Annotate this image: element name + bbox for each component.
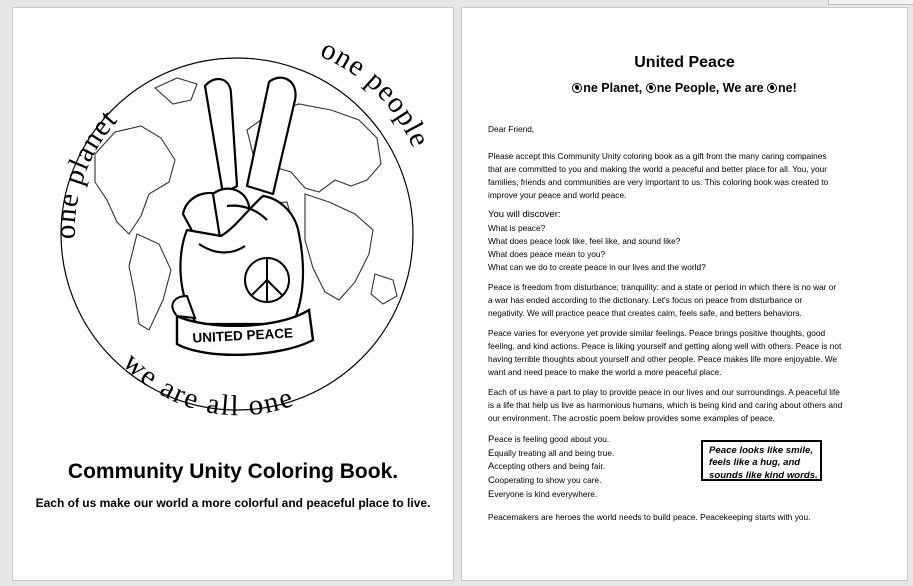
acrostic-line: Cooperating to show you care. <box>488 475 602 487</box>
svg-text:UNITED PEACE: UNITED PEACE <box>192 325 294 346</box>
peace-symbol <box>245 258 289 302</box>
greeting: Dear Friend, <box>488 124 535 134</box>
globe-icon <box>646 83 656 93</box>
window-edge <box>828 0 913 5</box>
acrostic-line: Everyone is kind everywhere. <box>488 489 598 501</box>
list-item: What does peace mean to you? <box>488 248 606 259</box>
closing-line: Peacemakers are heroes the world needs to build peace. Peacekeeping starts with you. <box>488 512 811 523</box>
discover-heading: You will discover: <box>488 209 561 221</box>
acrostic-line: Equally treating all and being true. <box>488 447 615 459</box>
list-item: What can we do to create peace in our lives and the world? <box>488 261 706 272</box>
letter-body: Dear Friend, Please accept this Community Unity coloring book as a gift from the many caring compaines that are committed to you and making the world a peaceful and better place for all. You, your families, friends and communities are very important to us. This coloring book was created to improve your peace and world peace. You will discover: What is peace? What does peace look like, feel like, and sound like? What does peace mean to you? What can we do to create peace in our lives and the world? Peace is freedom from disturbance; tranquility: and a state or period in which there is no war or a war has ended according to the dictionary. Let's focus on peace from disturbance or negativity. We will practice peace that creates calm, feels safe, and betters behaviors. Peace varies for everyone yet provide similar feelings. Peace brings positive thoughts, good feeling, and kind actions. Peace is liking yourself and getting along well with others. Peace is not having terrible thoughts about yourself and other people. Peace makes life more enjoyable. We want and need peace to make the world a more peaceful place. Each of us have a part to play to provide peace in our lives and our surroundings. A peaceful life is a life that help us live as harmonious humans, which is being kind and caring about others and our environment. The acrostic poem below provides some examples of peace. Peace is feeling good about you. Equally treating all and being true. Accepting others and being fair. Cooperating to show you care. Everyone is kind everywhere. Peace looks like smile, feels like a hug, and sounds like kind words. Peacemakers are heroes the world needs to build peace. Peacekeeping starts with you. <box>488 123 883 532</box>
acrostic-line: Accepting others and being fair. <box>488 461 606 473</box>
globe-icon <box>767 83 777 93</box>
ring-text-one-people: one people <box>316 34 437 153</box>
peace-callout-box: Peace looks like smile, feels like a hug, and sounds like kind words. <box>701 440 822 481</box>
acrostic-poem <box>488 433 883 503</box>
globe-icon <box>572 83 582 93</box>
cover-title: Community Unity Coloring Book. <box>67 460 399 483</box>
letter-title: United Peace <box>634 54 735 71</box>
peace-globe-illustration <box>37 34 437 434</box>
list-item: What does peace look like, feel like, and sound like? <box>488 235 681 246</box>
list-item: What is peace? <box>488 222 546 233</box>
acrostic-line: Peace is feeling good about you. <box>488 433 610 445</box>
cover-page <box>12 7 454 581</box>
cover-subtitle: Each of us make our world a more colorful and peaceful place to live. <box>35 496 431 510</box>
ring-text-one-planet: one planet <box>49 103 124 240</box>
letter-tagline: ne Planet, ne People, We are ne! <box>462 81 907 95</box>
ring-text-we-are-all-one: we are all one <box>116 346 299 423</box>
letter-page <box>461 7 908 581</box>
